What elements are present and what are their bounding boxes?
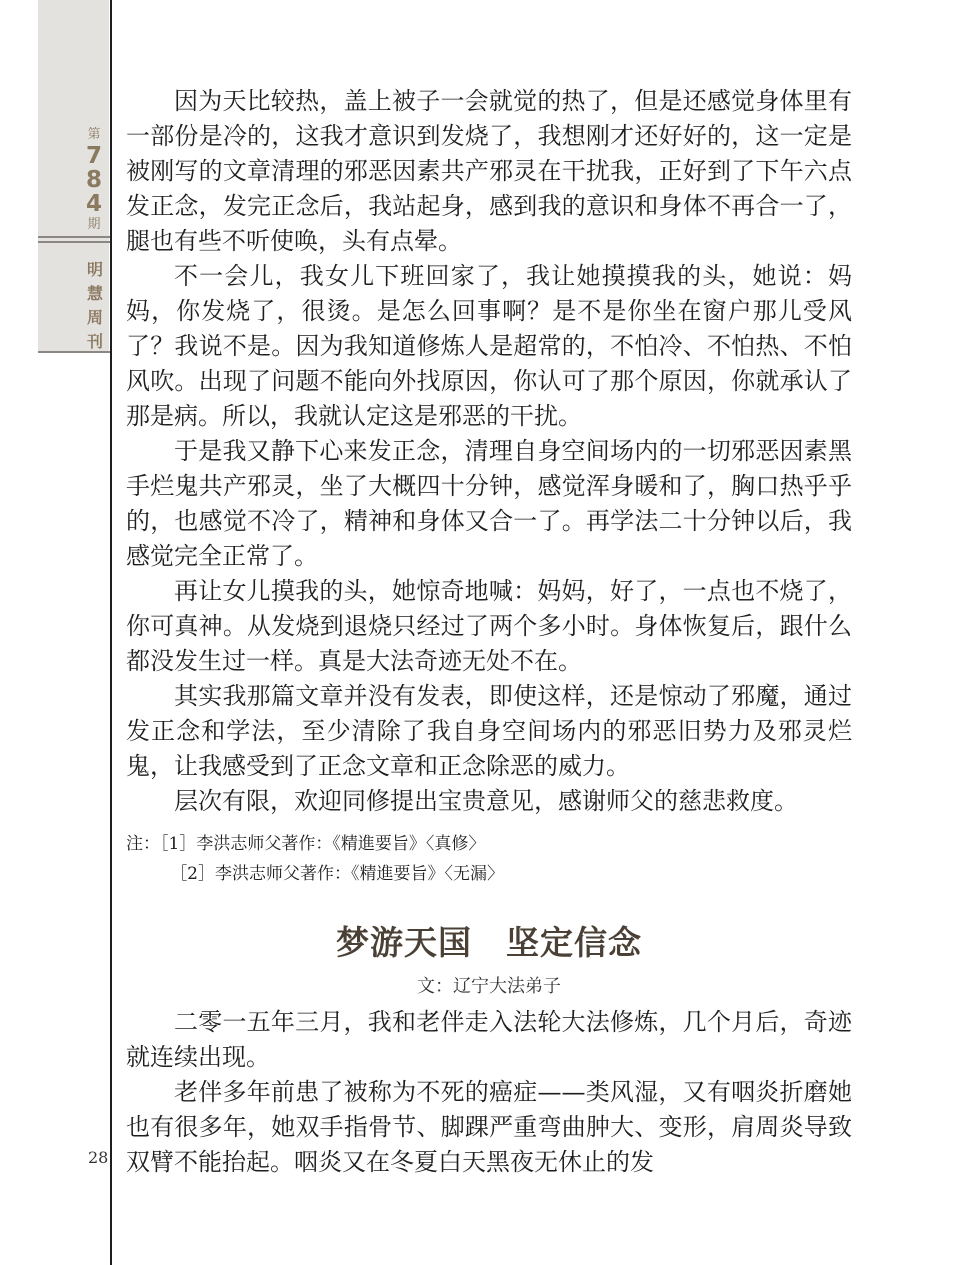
issue-digit: 8 [85, 167, 102, 193]
paragraph: 因为天比较热，盖上被子一会就觉的热了，但是还感觉身体里有一部份是冷的，这我才意识到发烧了，我想刚才还好好的，这一定是被刚写的文章清理的邪恶因素共产邪灵在干扰我，正好到了下午六点发正念，发完正念后，我站起身，感到我的意识和身体不再合一了，腿也有些不听使唤，头有点晕。 [126, 87, 852, 255]
article-title: 梦游天国 坚定信念 [336, 923, 642, 962]
magazine-char: 慧 [86, 284, 103, 303]
issue-suffix: 期 [87, 217, 101, 232]
paragraph: 再让女儿摸我的头，她惊奇地喊：妈妈，好了，一点也不烧了，你可真神。从发烧到退烧只经过了两个多小时。身体恢复后，跟什么都没发生过一样。真是大法奇迹无处不在。 [126, 577, 852, 675]
issue-digit: 4 [85, 191, 102, 217]
page-content [126, 84, 852, 1180]
footnote: 注：［1］李洪志师父著作：《精進要旨》〈真修〉 [126, 834, 486, 854]
article-paragraph: 老伴多年前患了被称为不死的癌症——类风湿，又有咽炎折磨她也有很多年，她双手指骨节、脚踝严重弯曲肿大、变形，肩周炎导致双臂不能抬起。咽炎又在冬夏白天黑夜无休止的发 [126, 1078, 852, 1176]
issue-prefix: 第 [87, 127, 101, 142]
magazine-char: 周 [86, 308, 103, 327]
paragraph: 层次有限，欢迎同修提出宝贵意见，感谢师父的慈悲救度。 [174, 787, 798, 815]
sidebar-divider [38, 241, 111, 243]
issue-number [74, 126, 114, 234]
paragraph: 不一会儿，我女儿下班回家了，我让她摸摸我的头，她说：妈妈，你发烧了，很烫。是怎么回事啊？是不是你坐在窗户那儿受风了？我说不是。因为我知道修炼人是超常的，不怕冷、不怕热、不怕风吹。出现了问题不能向外找原因，你认可了那个原因，你就承认了那是病。所以，我就认定这是邪恶的干扰。 [126, 262, 852, 430]
magazine-char: 明 [86, 260, 103, 279]
paragraph: 其实我那篇文章并没有发表，即使这样，还是惊动了邪魔，通过发正念和学法，至少清除了我自身空间场内的邪恶旧势力及邪灵烂鬼，让我感受到了正念文章和正念除恶的威力。 [126, 682, 852, 780]
magazine-char: 刊 [86, 332, 103, 351]
paragraph: 于是我又静下心来发正念，清理自身空间场内的一切邪恶因素黑手烂鬼共产邪灵，坐了大概四十分钟，感觉浑身暖和了，胸口热乎乎的，也感觉不冷了，精神和身体又合一了。再学法二十分钟以后，我感觉完全正常了。 [126, 437, 852, 570]
footnote: ［2］李洪志师父著作：《精進要旨》〈无漏〉 [170, 864, 505, 884]
magazine-title [82, 258, 108, 354]
sidebar-divider [38, 236, 111, 238]
issue-digit: 7 [85, 143, 102, 169]
footnotes [126, 829, 852, 889]
page-number: 28 [88, 1148, 109, 1167]
article-author: 文：辽宁大法弟子 [417, 976, 561, 997]
article-paragraph: 二零一五年三月，我和老伴走入法轮大法修炼，几个月后，奇迹就连续出现。 [126, 1008, 852, 1071]
